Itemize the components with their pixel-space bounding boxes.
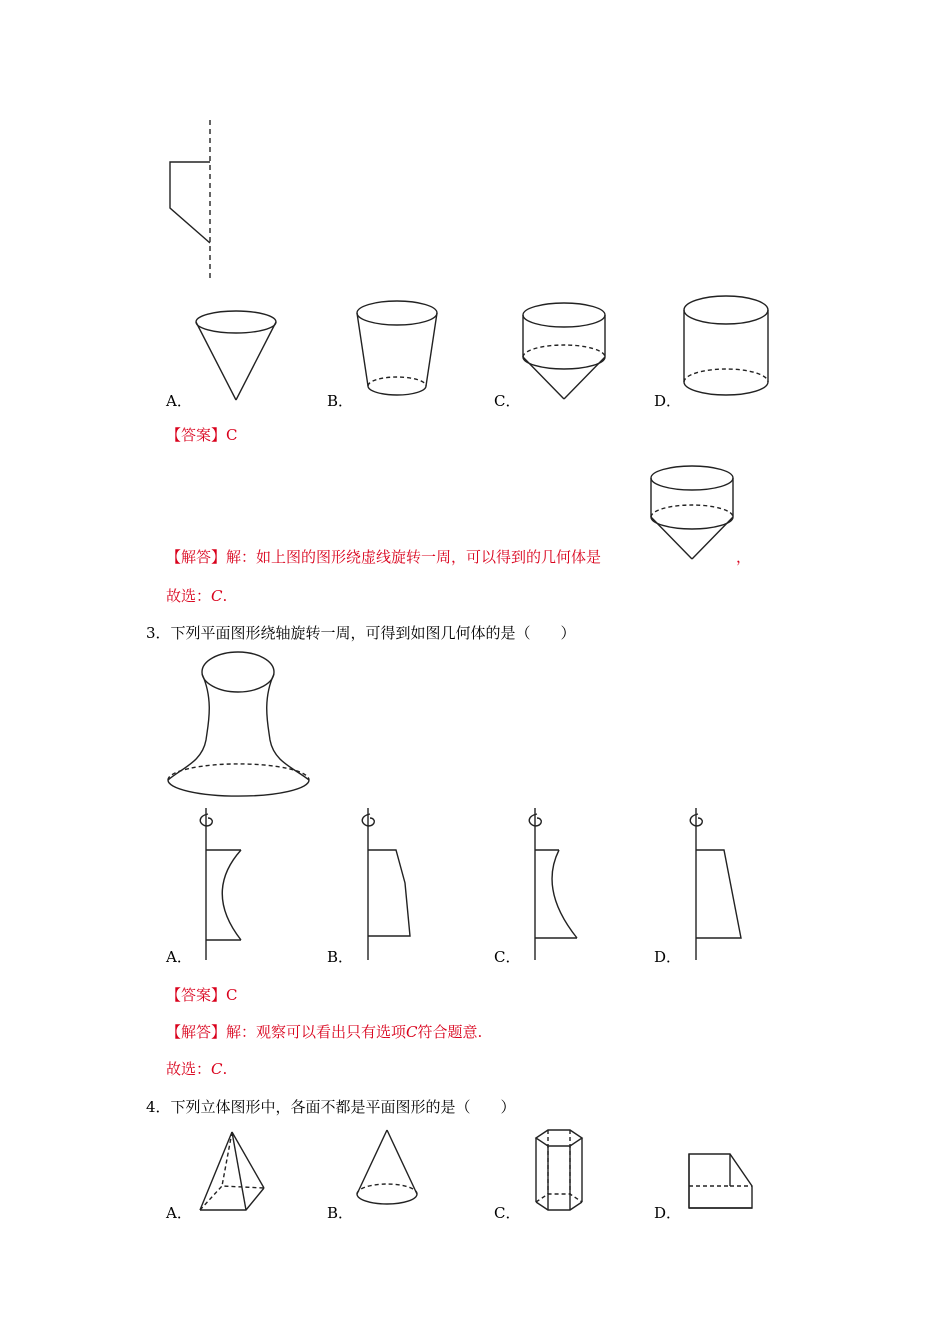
q4-stem: 4．下列立体图形中，各面不都是平面图形的是（ ） bbox=[146, 1098, 516, 1116]
q3-option-c-label: C． bbox=[494, 948, 521, 966]
q3-answer-label: 【答案】 bbox=[166, 986, 227, 1004]
q2-conclusion-end: . bbox=[222, 587, 228, 605]
q4-option-d-label: D． bbox=[654, 1204, 682, 1222]
q2-answer-label: 【答案】 bbox=[166, 426, 227, 444]
q3-option-b-label: B． bbox=[327, 948, 354, 966]
q2-plane-figure bbox=[160, 120, 220, 290]
q2-conclusion-prefix: 故选： bbox=[166, 587, 212, 605]
q3-option-a-label: A． bbox=[166, 948, 192, 966]
q3-option-a-figure bbox=[196, 808, 256, 963]
q2-option-a-label: A． bbox=[166, 392, 192, 410]
q2-option-d-cylinder bbox=[682, 290, 782, 410]
q4-option-a-pyramid bbox=[196, 1128, 276, 1218]
q3-option-c-figure bbox=[525, 808, 585, 963]
q3-conclusion-prefix: 故选： bbox=[166, 1060, 212, 1078]
q3-conclusion-value: C bbox=[211, 1060, 223, 1078]
q2-explain-text: 解：如上图的图形绕虚线旋转一周，可以得到的几何体是 bbox=[226, 548, 602, 566]
q3-conclusion bbox=[166, 1058, 227, 1079]
q4-option-b-label: B． bbox=[327, 1204, 354, 1222]
q2-option-d-label: D． bbox=[654, 392, 682, 410]
q2-explain-figure bbox=[648, 458, 748, 568]
q3-option-d-figure bbox=[686, 808, 746, 963]
q4-option-c-label: C． bbox=[494, 1204, 521, 1222]
q2-explain-tail: ， bbox=[736, 548, 752, 566]
q3-explain-text-1: 解：观察可以看出只有选项 bbox=[226, 1023, 407, 1041]
q2-option-c-cylinder-cone bbox=[520, 295, 620, 405]
q2-option-a-cone bbox=[192, 302, 282, 402]
q4-option-a-label: A． bbox=[166, 1204, 192, 1222]
q4-option-c-hex-prism bbox=[526, 1128, 606, 1223]
q3-conclusion-end: . bbox=[222, 1060, 228, 1078]
q2-answer-value: C bbox=[226, 426, 238, 444]
q3-explain-text-2: 符合题意. bbox=[417, 1023, 483, 1041]
q3-solid-figure bbox=[164, 650, 324, 800]
q4-option-d-box bbox=[686, 1146, 776, 1226]
q3-explanation bbox=[166, 1021, 482, 1042]
q2-option-b-label: B． bbox=[327, 392, 354, 410]
q3-explain-label: 【解答】 bbox=[166, 1023, 227, 1041]
q3-stem: 3．下列平面图形绕轴旋转一周，可得到如图几何体的是（ ） bbox=[146, 624, 576, 642]
q2-explanation bbox=[166, 546, 601, 567]
q3-answer-value: C bbox=[226, 986, 238, 1004]
q3-option-b-figure bbox=[358, 808, 418, 963]
q2-option-c-label: C． bbox=[494, 392, 521, 410]
q4-option-b-cone bbox=[355, 1128, 435, 1218]
q2-conclusion bbox=[166, 585, 227, 606]
q3-explain-var: C bbox=[406, 1023, 418, 1041]
q3-answer bbox=[166, 984, 238, 1005]
q2-answer bbox=[166, 424, 238, 445]
q2-option-b-frustum bbox=[354, 295, 444, 405]
q2-explain-label: 【解答】 bbox=[166, 548, 227, 566]
q3-option-d-label: D． bbox=[654, 948, 682, 966]
q2-conclusion-value: C bbox=[211, 587, 223, 605]
